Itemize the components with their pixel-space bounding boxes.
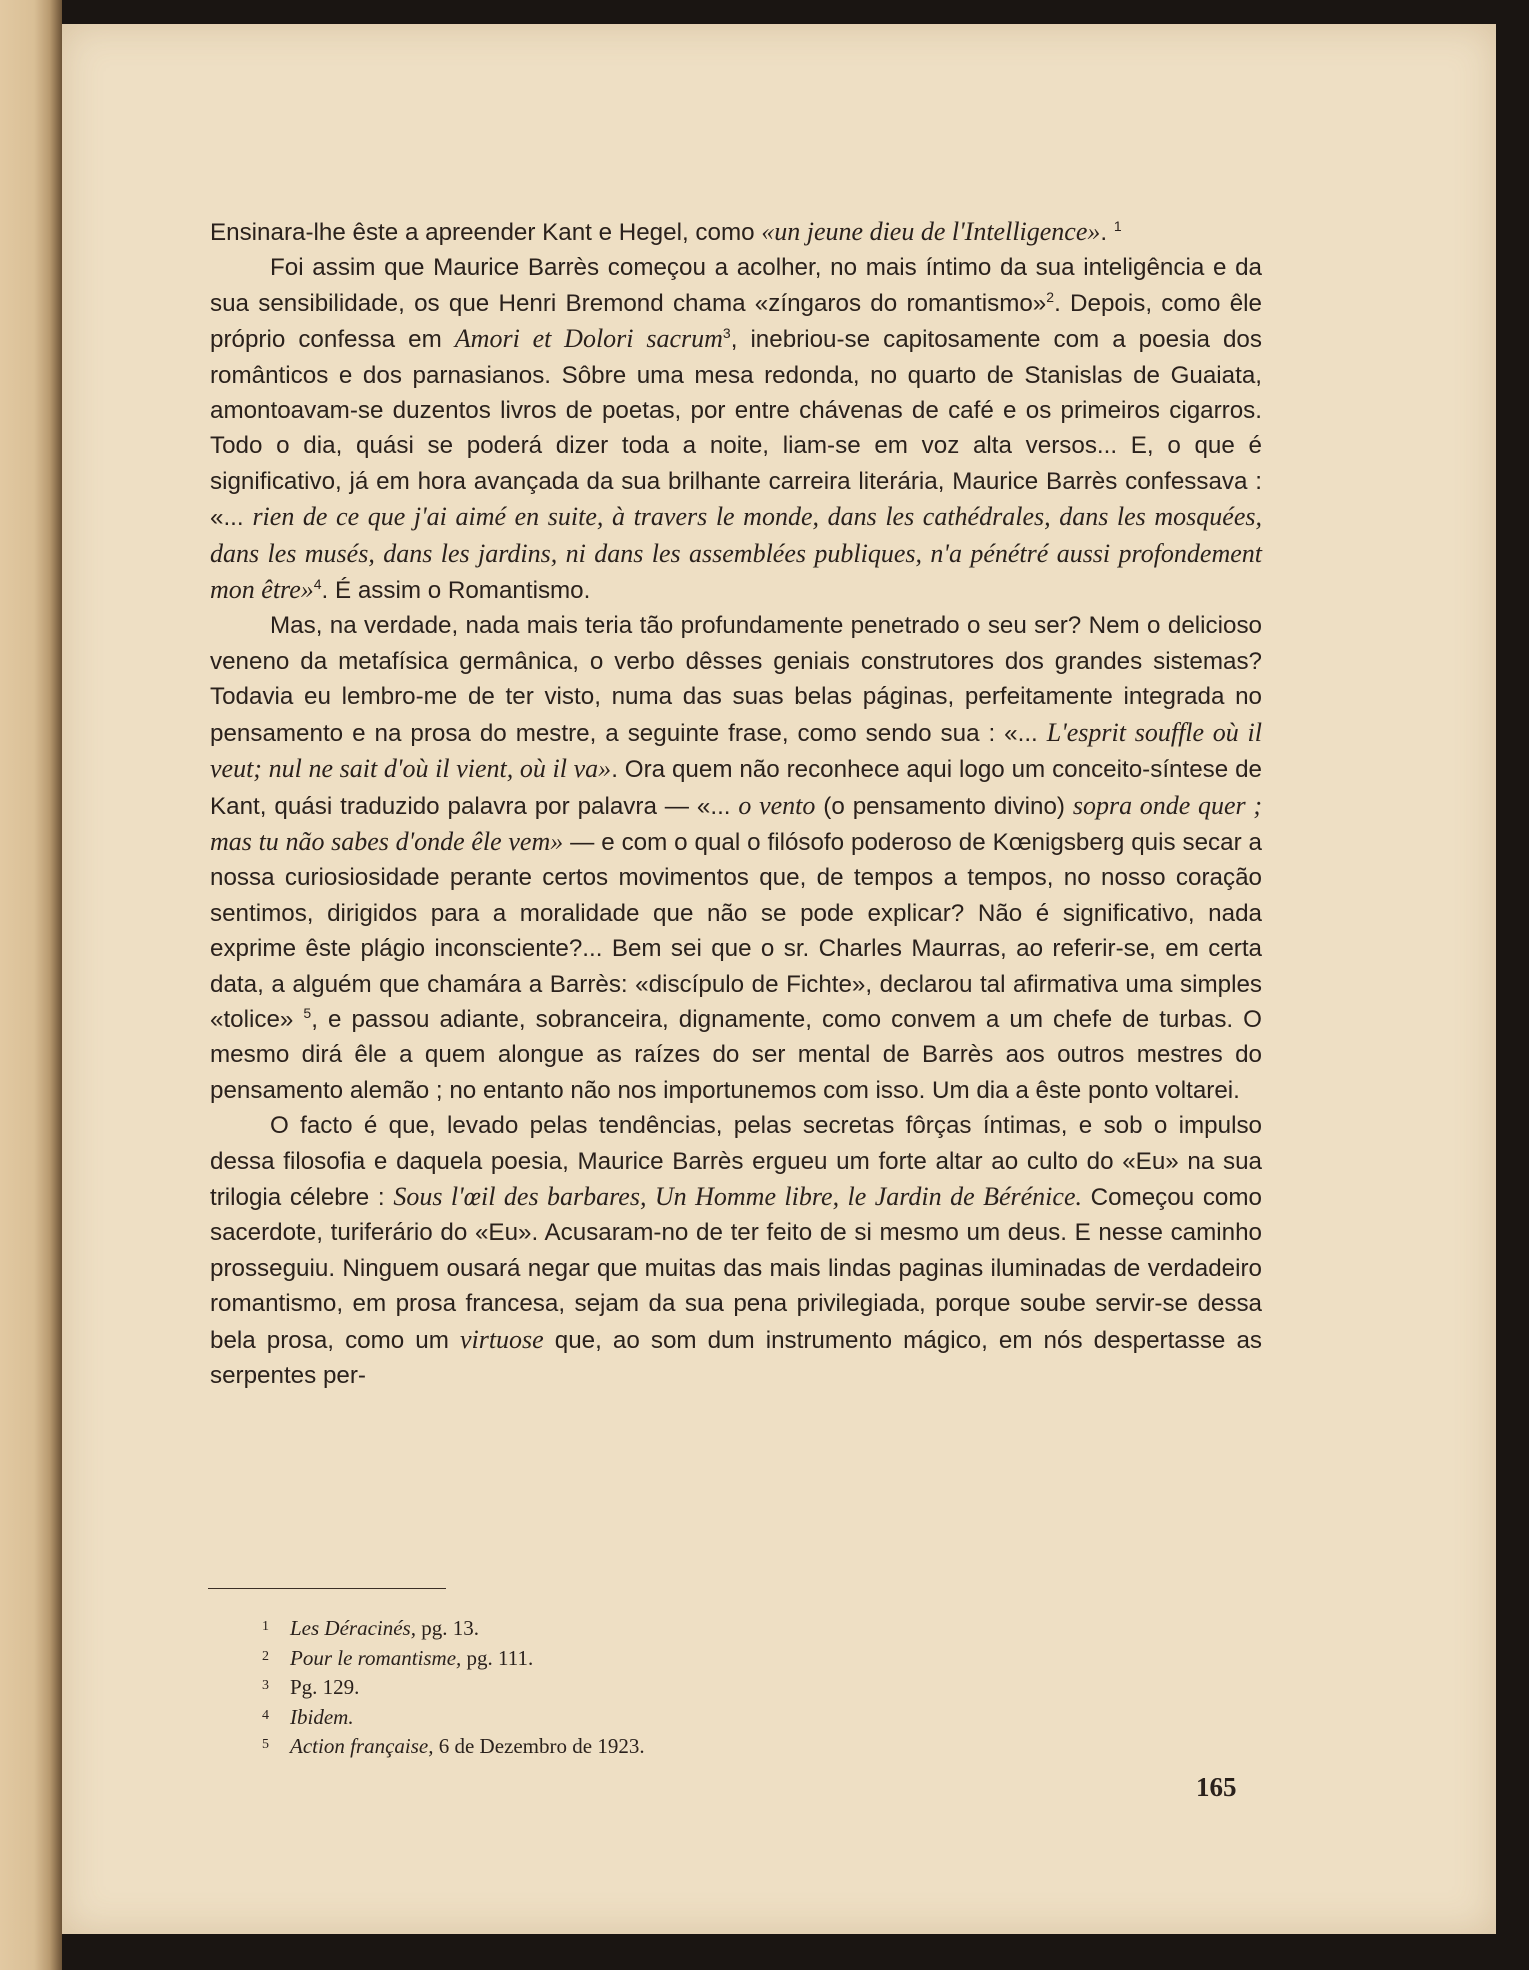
book-spine [0,0,62,1970]
footnote: 4 Ibidem. [262,1704,354,1729]
paragraph-2: Foi assim que Maurice Barrès começou a acolher, no mais íntimo da sua inteligência e da sua sensibilidade, os que Henri Bremond chama «zíngaros do romantismo»$^2$. Depois, como êle próprio confessa em Amori et Dolori sacrum$^3$, inebriou-se capitosamente com a poesia dos românticos e dos parnasianos. Sôbre uma mesa redonda, no quarto de Stanislas de Guaiata, amontoavam-se duzentos livros de poetas, por entre chávenas de café e os primeiros cigarros. Todo o dia, quási se poderá dizer toda a noite, liam-se em voz alta versos... E, o que é significativo, já em hora avançada da sua brilhante carreira literária, Maurice Barrès confessava : «... rien de ce que j'ai aimé en suite, à travers le monde, dans les cathédrales, dans les mosquées, dans les musés, dans les jardins, ni dans les assemblées publiques, n'a pénétré aussi profondement mon être»$^4$. É assim o Romantismo. [210,254,1262,605]
footnote: 5 Action française, 6 de Dezembro de 1923. [262,1734,645,1758]
footnote-ref-1: 1 [1113,218,1122,234]
page-number: 165 [1196,1772,1237,1802]
footnotes [262,1614,1062,1762]
paragraph-1: Ensinara-lhe êste a apreender Kant e Hegel, como «un jeune dieu de l'Intelligence». $^1$ [210,217,1122,246]
footnote-ref-5: 5 [303,1004,312,1021]
footnote: 2 Pour le romantisme, pg. 111. [262,1645,534,1670]
footnote-ref-4: 4 [313,576,322,593]
main-text [210,214,1262,1393]
footnote: 3 Pg. 129. [262,1675,360,1699]
footnote-separator [208,1588,446,1589]
footnote-ref-3: 3 [722,325,731,342]
paragraph-4: O facto é que, levado pelas tendências, pelas secretas fôrças íntimas, e sob o impulso dessa filosofia e daquela poesia, Maurice Barrès ergueu um forte altar ao culto do «Eu» na sua trilogia célebre : Sous l'œil des barbares, Un Homme libre, le Jardin de Bérénice. Começou como sacerdote, turiferário do «Eu». Acusaram-no de ter feito de si mesmo um deus. E nesse caminho prosseguiu. Ninguem ousará negar que muitas das mais lindas paginas iluminadas de verdadeiro romantismo, em prosa francesa, sejam da sua pena privilegiada, porque soube servir-se dessa bela prosa, como um virtuose que, ao som dum instrumento mágico, em nós despertasse as serpentes per- [210,1112,1262,1389]
book-page [62,24,1496,1934]
paragraph-3: Mas, na verdade, nada mais teria tão profundamente penetrado o seu ser? Nem o delicioso veneno da metafísica germânica, o verbo dêsses geniais construtores dos grandes sistemas? Todavia eu lembro-me de ter visto, numa das suas belas páginas, perfeitamente integrada no pensamento e na prosa do mestre, a seguinte frase, como sendo sua : «... L'esprit souffle où il veut; nul ne sait d'où il vient, où il va». Ora quem não reconhece aqui logo um conceito-síntese de Kant, quási traduzido palavra por palavra — «... o vento (o pensamento divino) sopra onde quer ; mas tu não sabes d'onde êle vem» — e com o qual o filósofo poderoso de Kœnigsberg quis secar a nossa curiosiosidade perante certos movimentos que, de tempos a tempos, no nosso coração sentimos, dirigidos para a moralidade que não se pode explicar? Não é significativo, nada exprime êste plágio inconsciente?... Bem sei que o sr. Charles Maurras, ao referir-se, em certa data, a alguém que chamára a Barrès: «discípulo de Fichte», declarou tal afirmativa uma simples «tolice» $^5$, e passou adiante, sobranceira, dignamente, como convem a um chefe de turbas. O mesmo dirá êle a quem alongue as raízes do ser mental de Barrès aos outros mestres do pensamento alemão ; no entanto não nos importunemos com isso. Um dia a êste ponto voltarei. [210,612,1263,1104]
footnote-ref-2: 2 [1046,288,1055,305]
footnote: 1 Les Déracinés, pg. 13. [262,1616,479,1640]
